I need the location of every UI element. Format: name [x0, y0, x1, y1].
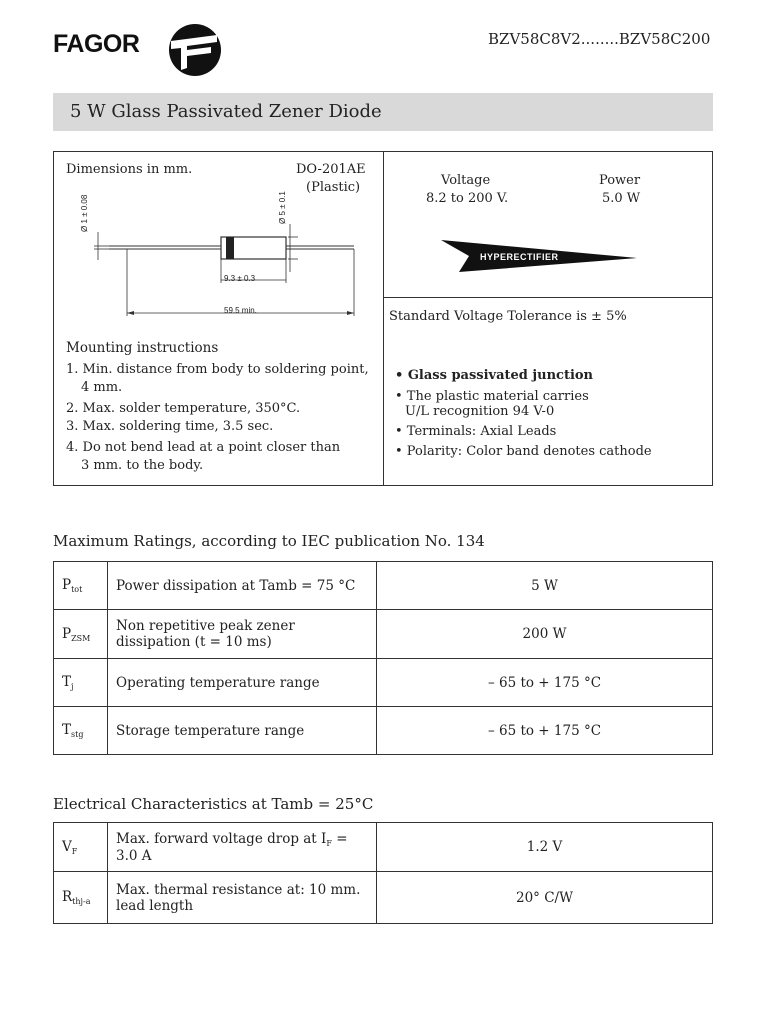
- max-ratings-title: Maximum Ratings, according to IEC publication No. 134: [53, 532, 485, 550]
- description-cell: Non repetitive peak zener dissipation (t = 10 ms): [108, 610, 377, 659]
- horizontal-divider: [384, 297, 712, 298]
- tolerance-text: Standard Voltage Tolerance is ± 5%: [389, 309, 627, 324]
- feature-item: • The plastic material carries: [395, 389, 589, 404]
- value-cell: 200 W: [377, 610, 713, 659]
- feature-list: [395, 368, 707, 464]
- symbol-cell: $P_{tot}$: [54, 562, 108, 610]
- table-row: [54, 610, 713, 659]
- package-name: DO-201AE: [296, 162, 366, 177]
- voltage-label: Voltage: [441, 173, 491, 188]
- value-cell: – 65 to + 175 °C: [377, 707, 713, 755]
- electrical-table: [53, 822, 713, 924]
- max-ratings-table: [53, 561, 713, 755]
- voltage-value: 8.2 to 200 V.: [426, 191, 509, 206]
- table-row: [54, 659, 713, 707]
- table-row: [54, 823, 713, 872]
- brand-banner-text: HYPERECTIFIER: [480, 252, 559, 262]
- mounting-item: 4. Do not bend lead at a point closer than: [66, 440, 341, 455]
- electrical-title: Electrical Characteristics at Tamb = 25°C: [53, 795, 374, 813]
- power-label: Power: [599, 173, 641, 188]
- feature-item: • Terminals: Axial Leads: [395, 424, 557, 439]
- mounting-list: [66, 361, 378, 475]
- description-cell: Power dissipation at Tamb = 75 °C: [108, 562, 377, 610]
- symbol-cell: $T_j$: [54, 659, 108, 707]
- mounting-item: 3. Max. soldering time, 3.5 sec.: [66, 419, 274, 434]
- feature-item: • Glass passivated junction: [395, 368, 594, 383]
- description-cell: Operating temperature range: [108, 659, 377, 707]
- symbol-cell: $R_{thj-a}$: [54, 872, 108, 924]
- symbol-cell: $T_{stg}$: [54, 707, 108, 755]
- symbol-cell: $P_{ZSM}$: [54, 610, 108, 659]
- value-cell: 1.2 V: [377, 823, 713, 872]
- description-cell: Storage temperature range: [108, 707, 377, 755]
- dimensions-label: Dimensions in mm.: [66, 162, 193, 177]
- company-logo-text: FAGOR: [53, 30, 140, 58]
- vertical-divider: [383, 152, 384, 485]
- mounting-title: Mounting instructions: [66, 340, 219, 356]
- package-type: (Plastic): [306, 180, 361, 195]
- value-cell: 5 W: [377, 562, 713, 610]
- feature-item: U/L recognition 94 V-0: [405, 404, 555, 419]
- package-info-box: [53, 151, 713, 486]
- value-cell: 20° C/W: [377, 872, 713, 924]
- description-cell: Max. forward voltage drop at $I_F = 3.0$ A: [108, 823, 377, 872]
- title-bar: [53, 93, 713, 131]
- lead-diameter-label: Ø 1 ± 0.08: [80, 194, 89, 232]
- table-row: [54, 872, 713, 924]
- table-row: [54, 562, 713, 610]
- page-title: 5 W Glass Passivated Zener Diode: [70, 101, 382, 122]
- part-number-range: BZV58C8V2........BZV58C200: [488, 30, 711, 48]
- description-cell: Max. thermal resistance at: 10 mm. lead length: [108, 872, 377, 924]
- diode-dimension-drawing: [74, 188, 364, 323]
- value-cell: – 65 to + 175 °C: [377, 659, 713, 707]
- total-length-label: 59.5 min.: [224, 306, 257, 315]
- fagor-logo-icon: [167, 24, 223, 76]
- mounting-item: 3 mm. to the body.: [81, 458, 204, 473]
- table-row: [54, 707, 713, 755]
- mounting-item: 2. Max. solder temperature, 350°C.: [66, 401, 301, 416]
- body-length-label: 9.3 ± 0.3: [224, 274, 256, 283]
- symbol-cell: $V_F$: [54, 823, 108, 872]
- power-value: 5.0 W: [602, 191, 641, 206]
- mounting-item: 4 mm.: [81, 380, 123, 395]
- mounting-item: 1. Min. distance from body to soldering point,: [66, 362, 369, 377]
- feature-item: • Polarity: Color band denotes cathode: [395, 444, 652, 459]
- body-diameter-label: Ø 5 ± 0.1: [278, 191, 287, 224]
